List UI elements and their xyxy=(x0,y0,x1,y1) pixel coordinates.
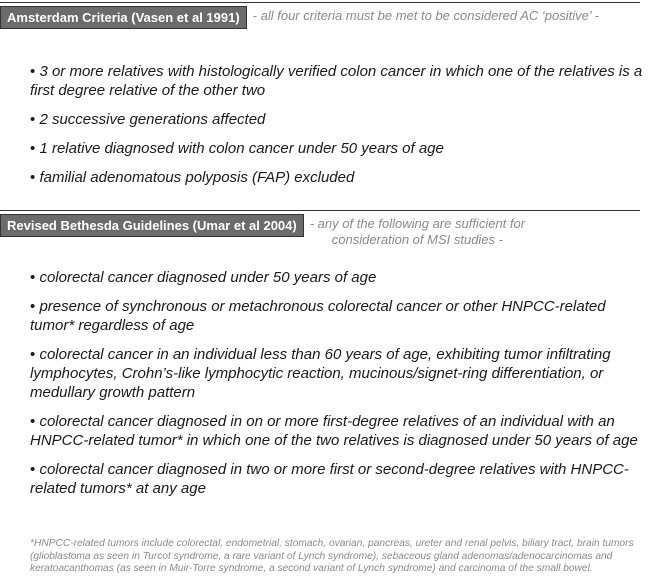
footnote: *HNPCC-related tumors include colorectal, endometrial, stomach, ovarian, pancreas, ureter and renal pelvis, biliary tract, brain tumors (glioblastoma as seen in Turcot syndrome, a rare variant of Lynch syndrome), sebaceous gland adenomas/adenocarcinomas and keratoacanthomas (as seen in Muir-Torre syndrome, a second variant of Lynch syndrome) and carcinoma of the small bowel. xyxy=(30,538,634,574)
amsterdam-header xyxy=(0,6,599,29)
item-text: 2 successive generations affected xyxy=(39,111,266,128)
item-text: 1 relative diagnosed with colon cancer under 50 years of age xyxy=(39,140,444,157)
bullet-icon: • xyxy=(30,140,36,157)
list-item xyxy=(30,268,645,287)
bullet-icon: • xyxy=(30,111,36,128)
item-text: colorectal cancer diagnosed under 50 years of age xyxy=(39,269,377,286)
bethesda-guidelines-list xyxy=(30,268,645,508)
item-text: familial adenomatous polyposis (FAP) excluded xyxy=(39,169,355,186)
item-text: colorectal cancer in an individual less than 60 years of age, exhibiting tumor infiltrating lymphocytes, Crohn’s-like lymphocytic reaction, mucinous/signet-ring differentiation, or medullary growth pattern xyxy=(30,346,611,401)
bullet-icon: • xyxy=(30,346,36,363)
bullet-icon: • xyxy=(30,461,36,478)
list-item xyxy=(30,412,645,450)
list-item xyxy=(30,62,645,100)
bullet-icon: • xyxy=(30,63,36,80)
list-item xyxy=(30,168,645,187)
bethesda-note-line1: - any of the following are sufficient for xyxy=(309,216,526,231)
bullet-icon: • xyxy=(30,298,36,315)
bullet-icon: • xyxy=(30,269,36,286)
amsterdam-criteria-list xyxy=(30,62,645,197)
item-text: colorectal cancer diagnosed in two or more first or second-degree relatives with HNPCC-related tumors* at any age xyxy=(30,461,629,497)
bethesda-note-line2: consideration of MSI studies - xyxy=(331,232,503,247)
amsterdam-top-rule xyxy=(0,2,640,3)
bethesda-note xyxy=(310,214,525,248)
bullet-icon: • xyxy=(30,413,36,430)
amsterdam-note: - all four criteria must be met to be considered AC ‘positive’ - xyxy=(252,8,599,23)
bethesda-header xyxy=(0,214,525,248)
list-item xyxy=(30,297,645,335)
item-text: presence of synchronous or metachronous colorectal cancer or other HNPCC-related tumor* regardless of age xyxy=(30,298,606,334)
bethesda-top-rule xyxy=(0,210,640,211)
list-item xyxy=(30,110,645,129)
bethesda-title: Revised Bethesda Guidelines (Umar et al 2004) xyxy=(0,214,304,237)
amsterdam-title: Amsterdam Criteria (Vasen et al 1991) xyxy=(0,6,247,29)
item-text: 3 or more relatives with histologically verified colon cancer in which one of the relatives is a first degree relative of the other two xyxy=(30,63,643,99)
list-item xyxy=(30,460,645,498)
bullet-icon: • xyxy=(30,169,36,186)
item-text: colorectal cancer diagnosed in on or more first-degree relatives of an individual with an HNPCC-related tumor* in which one of the two relatives is diagnosed under 50 years of age xyxy=(30,413,638,449)
list-item xyxy=(30,345,645,402)
list-item xyxy=(30,139,645,158)
